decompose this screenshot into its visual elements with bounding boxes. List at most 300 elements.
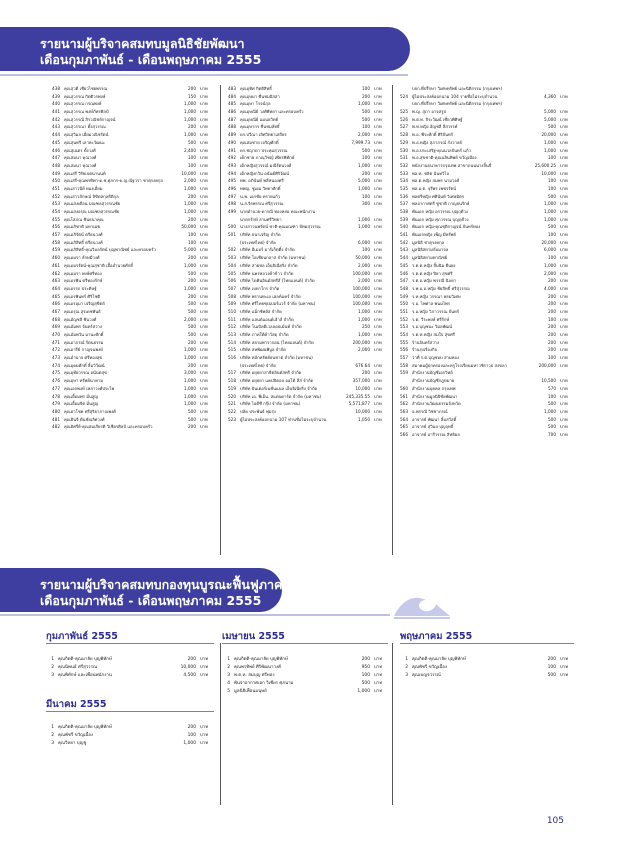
donor-row: [222, 100, 388, 108]
donor-amount: 1,000: [358, 216, 370, 222]
donor-amount: 5,000: [358, 178, 370, 184]
section-rule: [400, 643, 574, 644]
donor-row: [46, 346, 214, 354]
donor-number: 520: [228, 393, 236, 399]
donor-name: คุณฮาโชค ศรีสุริยาภาณพงศ์: [64, 408, 116, 414]
donor-unit: บาท: [560, 347, 568, 353]
donor-number: 499: [228, 209, 236, 214]
donor-unit: บาท: [200, 193, 208, 199]
donor-row: [46, 331, 214, 339]
donor-name: (ประเทศไทย) จำกัด: [240, 362, 276, 368]
donor-amount: 100: [548, 393, 556, 399]
donor-amount: 100: [361, 673, 370, 678]
donor-number: 559: [400, 370, 408, 376]
donor-row: [46, 408, 214, 416]
donor-amount: 200: [548, 308, 556, 314]
donor-number: 563: [400, 408, 408, 414]
donor-number: 472: [52, 347, 60, 353]
donor-number: 458: [52, 239, 60, 245]
donor-name: คุณสุวรรณ พงษ์ภัทรศิลป์: [64, 109, 109, 115]
donor-unit: บาท: [560, 401, 568, 407]
donor-row: [394, 85, 574, 93]
donor-number: 528: [400, 132, 408, 138]
donor-amount: 1,000: [544, 147, 556, 153]
donor-unit: บาท: [560, 332, 568, 337]
donor-amount: 500: [362, 147, 370, 153]
donor-name: พลอากาศตรี ชูชาติ กาญจนรักษ์: [412, 201, 470, 207]
donor-unit: บาท: [374, 416, 382, 422]
donor-unit: บาท: [200, 401, 208, 407]
donor-unit: บาท: [560, 201, 568, 207]
donor-name: คุณเสาวนีย์ ทองเอี่ยม: [64, 185, 103, 191]
donor-amount: 1,000: [544, 216, 556, 222]
donor-unit: บาท: [200, 178, 208, 184]
donor-number: 545: [400, 262, 408, 268]
donor-amount: 3,000: [184, 370, 196, 376]
donor-row: [46, 664, 214, 672]
donor-amount: 1,000: [184, 116, 196, 122]
donor-number: 508: [228, 293, 236, 299]
donor-name: พ.อ.สุขชาติ-คุณนลินทิพย์ ขวัญเมือง: [412, 155, 477, 161]
donor-row: [394, 254, 574, 262]
donor-row: [394, 262, 574, 270]
donor-row: [222, 323, 388, 331]
donor-unit: บาท: [374, 285, 382, 291]
donor-row: [222, 246, 388, 254]
donor-name: คุณเอื้อมจิต มั่นสูญ: [64, 401, 99, 407]
donor-number: 544: [400, 255, 408, 261]
donor-row: [394, 216, 574, 224]
donor-name: น.พ. เอกชัย ทรายแก้ว: [240, 193, 281, 199]
donor-unit: บาท: [200, 665, 209, 670]
section-mar: มีนาคม 2555: [46, 699, 107, 710]
donor-unit: บาท: [200, 124, 208, 130]
banner-subtitle: เดือนกุมภาพันธ์ - เดือนพฤษภาคม 2555: [40, 593, 262, 608]
donor-unit: บาท: [560, 408, 568, 414]
donor-number: 489: [228, 132, 236, 138]
donor-number: 495: [228, 178, 236, 184]
donor-number: 1: [227, 657, 230, 662]
donor-row: [222, 177, 388, 185]
donor-row: [222, 162, 388, 170]
donor-name: คุณฮินจี ตันชัยเลิศวงศ์: [64, 416, 105, 422]
donor-number: 552: [400, 316, 408, 322]
donor-name: คุณสุนทรี เลาหะวัฒนะ: [64, 139, 106, 145]
donor-name: คุณพิทักษ์ และเพื่อนพนักงาน: [58, 673, 112, 678]
donor-amount: 1,000: [184, 209, 196, 214]
donor-number: 524: [400, 93, 408, 99]
donor-row: [222, 346, 388, 354]
donor-name: คุณพัชรี ขวัญเมือง: [58, 733, 94, 738]
donor-name: บริษัท เอ. พีเอ็น. สแตนดาร์ด จำกัด (มหาชน): [240, 393, 322, 399]
donor-row: [46, 377, 214, 385]
donor-unit: บาท: [560, 116, 568, 122]
donor-amount: 200: [187, 725, 196, 730]
donor-name: ปลัด ประพันธ์ พุ่มรุ่ง: [240, 408, 276, 414]
donor-name: บจก.ที่ปรึกษา วิเศษทรัพย์ และนิติกรรม (กรุงเทพฯ): [412, 101, 503, 107]
donor-unit: บาท: [374, 262, 382, 268]
donor-name: บริษัท อยุธยาสาธิตอินดัสทรี จำกัด: [240, 370, 302, 376]
donor-row: [222, 664, 388, 672]
donor-amount: 200: [188, 255, 196, 261]
donor-row: [394, 300, 574, 308]
donor-number: 442: [52, 116, 60, 122]
donor-name: สำนักงานบัญชีเอกวิทย์: [412, 370, 453, 376]
donor-unit: บาท: [560, 170, 568, 176]
donor-name: ร้านจันทร์สว่าง: [412, 339, 440, 345]
donor-amount: 200: [187, 657, 196, 662]
donor-row: [394, 154, 574, 162]
donor-name: คุณอมรรัตน์-คุณสุชาติ เอื้ออำนวยศักดิ์: [64, 262, 133, 268]
donor-unit: บาท: [560, 193, 568, 199]
donor-unit: บาท: [560, 308, 568, 314]
donor-number: 498: [228, 201, 236, 207]
donor-unit: บาท: [200, 316, 208, 322]
donor-name: พ.ท.หญิง อัญชลี ลีสวรรค์: [412, 124, 458, 130]
donor-amount: 1,000: [544, 262, 556, 268]
donor-unit: บาท: [560, 673, 569, 678]
banner-title: รายนามผู้บริจาคสมทบมูลนิธิชัยพัฒนา: [40, 36, 245, 51]
donor-name: บริษัท เบทาโกร จำกัด: [240, 285, 280, 291]
donor-unit: บาท: [374, 201, 382, 207]
donor-name: ดร.ชญาดา ประทุมสุวรรณ: [240, 147, 288, 153]
feb-list: [46, 656, 214, 680]
donor-unit: บาท: [374, 681, 383, 686]
donor-name: คุณอาภรณ์ รัตนธรรม: [64, 339, 104, 345]
donor-number: 2: [51, 733, 54, 738]
donor-number: 3: [51, 741, 54, 746]
donor-number: 505: [228, 270, 236, 276]
donor-row: [394, 331, 574, 339]
donor-number: 439: [52, 93, 60, 99]
donor-amount: 100: [188, 239, 196, 245]
donor-row: [46, 300, 214, 308]
donor-row: [46, 423, 214, 431]
donor-name: คุณอารีย์ กาญจนพงษ์: [64, 347, 103, 353]
donor-number: 510: [228, 308, 236, 314]
donor-row: [394, 377, 574, 385]
donor-row: [46, 416, 214, 424]
donor-amount: 1,000: [358, 101, 370, 107]
donor-row: [222, 377, 388, 385]
donor-row: [222, 362, 388, 370]
donor-number: 3: [405, 673, 408, 678]
donor-name: พ.ญ. สุภา อาจสรูป: [412, 109, 447, 115]
donor-number: 551: [400, 308, 408, 314]
donor-name: บริษัท ธนาเจริญ จำกัด: [240, 232, 281, 238]
donor-name: คุณอภิสิทธิ์ ตรีธนวงศ์: [64, 239, 103, 245]
donor-number: 555: [400, 339, 408, 345]
donor-amount: 20,000: [541, 239, 556, 245]
donor-amount: 100,000: [352, 285, 370, 291]
donor-row: [46, 354, 214, 362]
donor-number: 538: [400, 209, 408, 214]
donor-name: คุณเอื้อมพร มั่นสูญ: [64, 393, 98, 399]
donor-name: บริษัท ภาคใต้ค้าวัสดุ จำกัด: [240, 332, 289, 337]
donor-number: 473: [52, 355, 60, 361]
donor-name: คุณอภิสิทธิ์-คุณวิมลรัตน์ บุญพาณิชย์ และครอบครัว: [64, 247, 156, 253]
donor-unit: บาท: [374, 93, 382, 99]
donor-amount: 6,000: [358, 239, 370, 245]
donor-name: บริษัท โอเชียนกลาส จำกัด (มหาชน): [240, 255, 306, 261]
donor-number: 454: [52, 209, 60, 214]
donor-unit: บาท: [560, 93, 568, 99]
donor-amount: 100: [548, 232, 556, 238]
donor-unit: บาท: [374, 162, 382, 168]
donor-number: 479: [52, 401, 60, 407]
donor-name: คุณสุวรรณ กิตติวรพงษ์: [64, 93, 106, 99]
donor-row: [46, 123, 214, 131]
donor-unit: บาท: [374, 301, 382, 307]
donor-name: เด็กชาย ภาณุวิชญ์ เพียรพิทักษ์: [240, 155, 295, 161]
donor-number: 500: [228, 224, 236, 230]
donor-unit: บาท: [200, 147, 208, 153]
donor-row: [394, 231, 574, 239]
donor-name: คุณอัญชลี ชินวงศ์: [64, 316, 97, 322]
donor-amount: 100,000: [352, 301, 370, 307]
donor-unit: บาท: [374, 324, 382, 330]
donor-amount: 4,000: [544, 285, 556, 291]
donor-name: พลตรีหญิง ศศินันท์ วิเศษมิตร: [412, 193, 465, 199]
donor-number: 487: [228, 116, 236, 122]
donor-name: ร.ท.หญิง วรรณา พรมวิเศษ: [412, 293, 461, 299]
donor-amount: 1,000: [357, 689, 370, 694]
donor-name: บริษัท โนเบิลดีเวลลอปเม้นท์ จำกัด: [240, 324, 302, 330]
donor-row: [46, 85, 214, 93]
donor-name: พล.อ.ต. จุรีพร เพชรรัตน์: [412, 185, 457, 191]
donor-amount: 200: [188, 193, 196, 199]
donor-number: 513: [228, 332, 236, 337]
donor-unit: บาท: [374, 178, 382, 184]
donor-unit: บาท: [200, 170, 208, 176]
donor-row: [46, 93, 214, 101]
donor-name: คุณอภิรัตน์ ตรีธนวงศ์: [64, 232, 103, 238]
donor-name: คุณอุษากร ชื่นชมลัทธิ์: [240, 124, 280, 130]
donor-number: 476: [52, 378, 60, 384]
donor-row: [394, 400, 574, 408]
donor-unit: บาท: [200, 378, 208, 384]
donor-amount: 10,000: [355, 385, 370, 391]
donor-unit: บาท: [560, 178, 568, 184]
donor-name: คุณโสภณ ชินธนาคุณ: [64, 216, 104, 222]
donor-amount: 1,000: [184, 385, 196, 391]
donor-number: [394, 377, 408, 385]
donor-name: อาจารย์ พัฒนา ลิ้มสวัสดิ์: [412, 416, 457, 422]
donor-number: [222, 216, 236, 224]
donor-row: [394, 200, 574, 208]
wave-icon: [392, 590, 452, 620]
donor-number: 564: [400, 416, 408, 422]
donor-name: คุณเสรี-คุณพรทิพา-ด.ช.ศุภกร-ด.ญ.ณัฐวรา ชาตุรงคกุล: [64, 178, 163, 184]
donor-number: 441: [52, 109, 60, 115]
donor-amount: 1,000: [358, 316, 370, 322]
donor-unit: บาท: [200, 733, 209, 738]
donor-name: นายกรักษ์ สามศรีวิทยา: [240, 216, 282, 222]
donor-unit: บาท: [374, 393, 382, 399]
donor-number: 3: [51, 673, 54, 678]
donor-unit: บาท: [200, 424, 208, 430]
donor-number: 518: [228, 378, 236, 384]
donor-number: 558: [400, 362, 408, 368]
donor-amount: [526, 100, 556, 108]
donor-name: เด็กหญิงกวิน อนันต์ศิริวัฒน์: [240, 170, 290, 176]
donor-number: 461: [52, 262, 60, 268]
donor-number: 3: [227, 673, 230, 678]
donor-number: 490: [228, 139, 236, 145]
donor-number: 455: [52, 216, 60, 222]
donor-amount: 200: [548, 332, 556, 337]
donor-amount: 1,000: [358, 185, 370, 191]
donor-name: คุณสมนา คุณวงศ์: [64, 162, 97, 168]
donor-row: [394, 116, 574, 124]
donor-column-2: [222, 85, 388, 423]
donor-unit: บาท: [200, 362, 208, 368]
donor-name: สำนักงานมูลนิธิชัยพัฒนา: [412, 393, 458, 399]
donor-unit: บาท: [560, 109, 568, 115]
donor-name: นางสาวนพรัตน์ ชาติ-คุณมณฑา ปัทมสุวรรณ: [240, 224, 321, 230]
donor-amount: 10,000: [181, 170, 196, 176]
donor-row: [394, 362, 574, 370]
donor-unit: บาท: [200, 116, 208, 122]
donor-unit: บาท: [560, 293, 568, 299]
donor-row: [46, 285, 214, 293]
donor-row: [222, 200, 388, 208]
donor-number: 554: [400, 332, 408, 337]
donor-number: 496: [228, 185, 236, 191]
donor-row: [46, 362, 214, 370]
donor-unit: บาท: [560, 255, 568, 261]
donor-name: คุณอุษา โรจน์กุล: [240, 101, 271, 107]
donor-name: มูลนิธิสยามพาณิชย์: [412, 255, 448, 261]
donor-unit: บาท: [560, 185, 568, 191]
donor-row: [46, 277, 214, 285]
donor-amount: 200: [188, 339, 196, 345]
donor-name: บริษัท อยุธยา แคปปิตอล ออโต้ ลีส จำกัด: [240, 378, 314, 384]
donor-name: พ.อ.ประเสริฐ-คุณนวลจันทร์ แก้ว: [412, 147, 471, 153]
donor-unit: บาท: [200, 185, 208, 191]
donor-name: คุณเสรี วิริยเจตนานนท์: [64, 170, 106, 176]
donor-unit: บาท: [200, 324, 208, 330]
donor-unit: บาท: [200, 139, 208, 145]
donor-amount: 1,050: [358, 416, 370, 422]
donor-unit: บาท: [374, 185, 382, 191]
donor-name: พันจ่าอากาศเอก วิเชียร ศุภนาม: [234, 681, 294, 686]
donor-name: คุณพัชรี ขวัญเมือง: [412, 665, 448, 670]
donor-number: 502: [228, 247, 236, 253]
apr-list: [222, 656, 388, 696]
donor-row: [222, 254, 388, 262]
donor-amount: 5,000: [544, 109, 556, 115]
donor-amount: 1,000: [184, 132, 196, 138]
donor-unit: บาท: [560, 378, 568, 384]
donor-number: 522: [228, 408, 236, 414]
donor-amount: 1,000: [544, 408, 556, 414]
donor-amount: 250: [362, 324, 370, 330]
donor-amount: 2,000: [358, 278, 370, 284]
donor-name: (ประเทศไทย) จำกัด: [240, 239, 276, 245]
donor-row: [222, 339, 388, 347]
column-divider: [220, 643, 221, 805]
donor-number: 474: [52, 362, 60, 368]
donor-name: คุณแสงเดือน มณฑลสุวรรณชัย: [64, 201, 121, 207]
donor-row: [394, 308, 574, 316]
donor-amount: [526, 369, 556, 377]
section-feb: กุมภาพันธ์ 2555: [46, 631, 118, 642]
donor-row: [46, 308, 214, 316]
donor-name: พ.ต.ท. จิระวัฒน์ เชี่ยวพิศิษฐ์: [412, 116, 463, 122]
donor-number: 506: [228, 278, 236, 284]
donor-amount: 100,000: [352, 293, 370, 299]
donor-unit: บาท: [374, 339, 382, 345]
donor-number: 504: [228, 262, 236, 268]
donor-amount: 100: [548, 155, 556, 161]
donor-amount: 500: [361, 681, 370, 686]
donor-unit: บาท: [200, 355, 208, 361]
donor-number: 531: [400, 155, 408, 161]
donor-number: 515: [228, 347, 236, 353]
donor-name: คุณอุษมา ชื่นชมอิสสา: [240, 93, 280, 99]
donor-row: [46, 724, 214, 732]
donor-number: 5: [227, 689, 230, 694]
donor-row: [394, 416, 574, 424]
donor-row: [222, 85, 388, 93]
donor-amount: 200,000: [352, 339, 370, 345]
donor-unit: บาท: [560, 147, 568, 153]
donor-amount: 1,000: [183, 741, 196, 746]
donor-number: 556: [400, 347, 408, 353]
donor-unit: บาท: [374, 657, 383, 662]
donor-unit: [374, 208, 388, 216]
donor-name: คุณสมนา คุณวงศ์: [64, 155, 97, 161]
donor-number: 539: [400, 216, 408, 222]
donor-unit: บาท: [200, 216, 208, 222]
donor-row: [222, 170, 388, 178]
donor-amount: 10,500: [541, 378, 556, 384]
donor-unit: [560, 85, 574, 93]
donor-row: [394, 408, 574, 416]
donor-name: ดร.ปวีณา เลิศวิทยาเสถียร: [240, 132, 287, 138]
donor-name: บจก.ที่ปรึกษา วิเศษทรัพย์ และนิติกรรม (กรุงเทพฯ): [412, 86, 503, 91]
donor-name: พันเอก หญิง ศุภวรรณ บุญฤดีวง: [412, 216, 469, 222]
donor-name: บริษัท อีเมอร์ มาร์เก็ตติ้ง จำกัด: [240, 247, 295, 253]
donor-name: บริษัท หลักทรัพย์ธนชาต จำกัด (มหาชน): [240, 355, 313, 361]
donor-row: [222, 300, 388, 308]
donor-name: มูลนิธิ ชาตุรงคกุล: [412, 239, 445, 245]
donor-name: บริษัท สหพัฒนพิบูล จำกัด: [240, 347, 286, 353]
donor-amount: 500: [188, 308, 196, 314]
donor-amount: 500: [188, 416, 196, 422]
donor-amount: 2,000: [544, 270, 556, 276]
donor-number: 475: [52, 370, 60, 376]
donor-row: [222, 331, 388, 339]
donor-unit: บาท: [560, 155, 568, 161]
donor-amount: 1,000: [184, 347, 196, 353]
donor-unit: บาท: [200, 209, 208, 214]
donor-unit: บาท: [200, 332, 208, 337]
donor-number: 485: [228, 101, 236, 107]
donor-row: [46, 270, 214, 278]
donor-number: 2: [405, 665, 408, 670]
donor-amount: 500: [548, 424, 556, 430]
donor-unit: บาท: [200, 232, 208, 238]
donor-row: [394, 170, 574, 178]
donor-amount: 1,000: [544, 209, 556, 214]
donor-amount: 200: [361, 657, 370, 662]
donor-row: [222, 277, 388, 285]
banner-south-fund: [0, 568, 297, 612]
donor-number: [222, 362, 236, 370]
donor-unit: บาท: [200, 262, 208, 268]
